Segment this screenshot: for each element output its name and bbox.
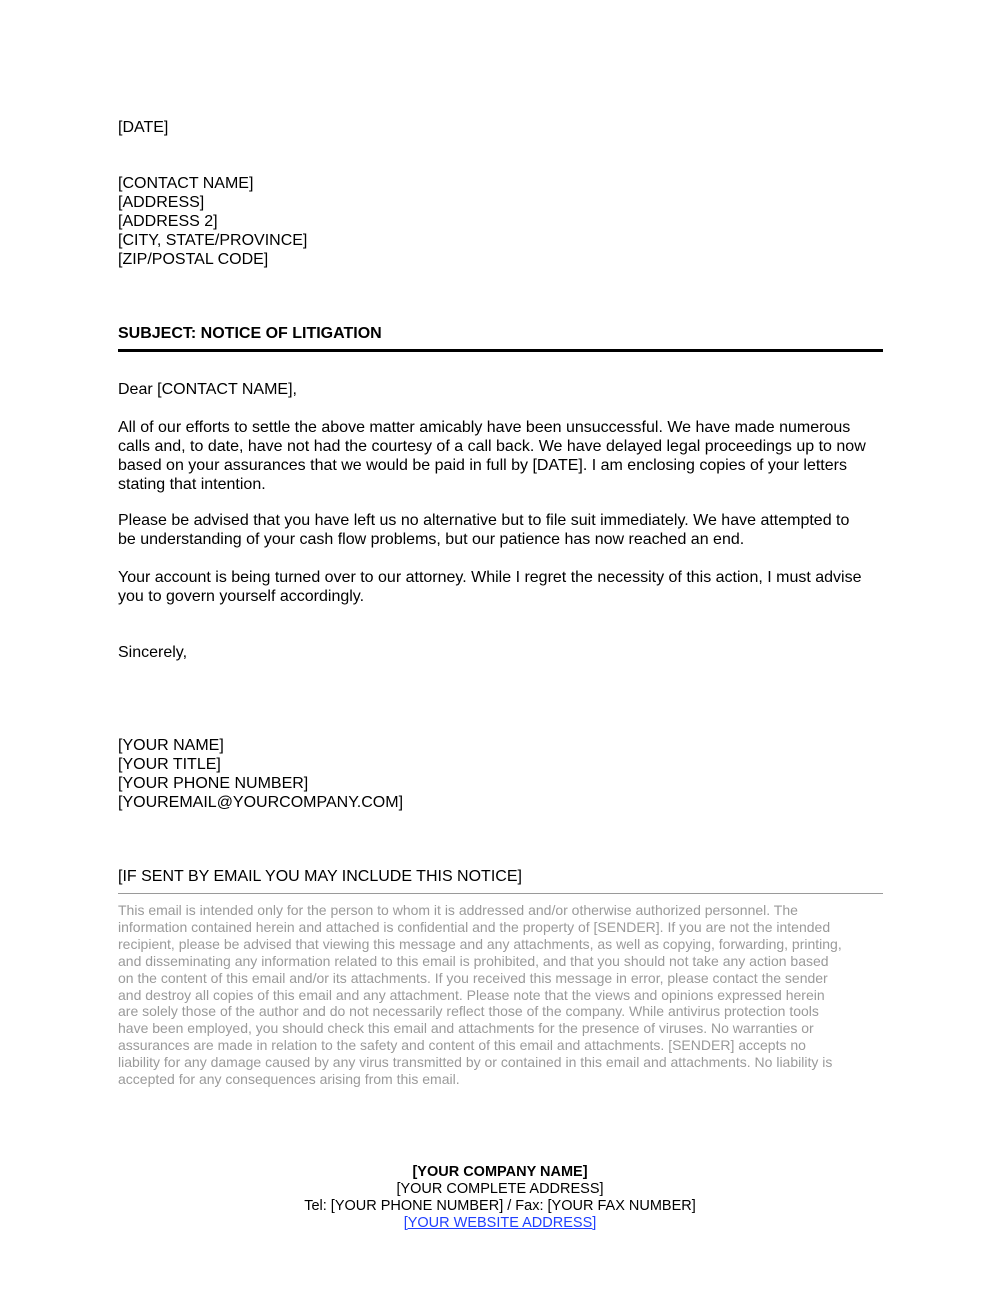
letter-date: [DATE] [118,119,169,136]
subject-line [118,324,883,343]
body-paragraph-2 [118,511,883,549]
body-line: you to govern yourself accordingly. [118,588,365,605]
footer-address: [YOUR COMPLETE ADDRESS] [396,1181,604,1197]
footer-contact: Tel: [YOUR PHONE NUMBER] / Fax: [YOUR FAX NUMBER] [304,1198,696,1214]
body-line: Your account is being turned over to our attorney. While I regret the necessity of this action, I must advise [118,569,862,586]
email-disclaimer [118,902,883,1088]
disclaimer-line: This email is intended only for the person to whom it is addressed and/or otherwise authorized personnel. The [118,902,798,918]
signature-name: [YOUR NAME] [118,737,224,754]
signature-title: [YOUR TITLE] [118,756,221,773]
body-line: All of our efforts to settle the above matter amicably have been unsuccessful. We have made numerous [118,419,851,436]
body-paragraph-1 [118,418,883,494]
disclaimer-line: accepted for any consequences arising from this email. [118,1071,460,1088]
recipient-address: [ADDRESS] [118,194,205,211]
body-paragraph-3 [118,568,883,606]
disclaimer-line: have been employed, you should check this email and attachments for the presence of viruses. No warranties or [118,1020,814,1037]
disclaimer-line: on the content of this email and/or its attachments. If you received this message in error, please contact the sender [118,969,828,986]
footer-company-name: [YOUR COMPANY NAME] [412,1164,588,1180]
signature-block [118,736,883,812]
body-line: based on your assurances that we would be paid in full by [DATE]. I am enclosing copies of your letters [118,457,847,474]
recipient-city-state: [CITY, STATE/PROVINCE] [118,232,308,249]
body-line: be understanding of your cash flow problems, but our patience has now reached an end. [118,531,745,548]
salutation [118,380,883,399]
recipient-contact-name: [CONTACT NAME] [118,175,254,192]
disclaimer-line: are solely those of the author and do not necessarily reflect those of the company. While antivirus protection tools [118,1003,819,1020]
body-line: calls and, to date, have not had the courtesy of a call back. We have delayed legal proceedings up to now [118,438,866,455]
disclaimer-line: and disseminating any information related to this email is prohibited, and that you should not take any action based [118,952,829,969]
body-line: stating that intention. [118,476,266,493]
email-notice-heading [118,867,883,886]
footer-website-link[interactable]: [YOUR WEBSITE ADDRESS] [403,1215,597,1231]
email-notice-heading-text: [IF SENT BY EMAIL YOU MAY INCLUDE THIS NOTICE] [118,868,522,885]
closing [118,643,883,662]
disclaimer-line: information contained herein and attached is confidential and the property of [SENDER]. If you are not the intended [118,918,831,935]
salutation-text: Dear [CONTACT NAME], [118,381,297,398]
disclaimer-line: liability for any damage caused by any virus transmitted by or contained in this email and attachments. No liability is [118,1054,833,1071]
company-footer [0,1164,1000,1232]
closing-text: Sincerely, [118,644,188,661]
disclaimer-line: recipient, please be advised that viewing this message and any attachments, as well as copying, forwarding, printing, [118,935,842,952]
body-line: Please be advised that you have left us no alternative but to file suit immediately. We have attempted to [118,512,850,529]
subject-divider [118,349,883,352]
date-block [118,118,883,137]
subject-text: SUBJECT: NOTICE OF LITIGATION [118,325,382,342]
signature-email: [YOUREMAIL@YOURCOMPANY.COM] [118,794,404,811]
disclaimer-line: assurances are made in relation to the safety and content of this email and attachments. [SENDER] accepts no [118,1037,806,1054]
recipient-address-2: [ADDRESS 2] [118,213,218,230]
recipient-zip: [ZIP/POSTAL CODE] [118,251,269,268]
disclaimer-line: and destroy all copies of this email and any attachment. Please note that the views and opinions expressed herein [118,986,825,1003]
notice-divider [118,893,883,894]
recipient-address-block [118,174,883,269]
signature-phone: [YOUR PHONE NUMBER] [118,775,309,792]
